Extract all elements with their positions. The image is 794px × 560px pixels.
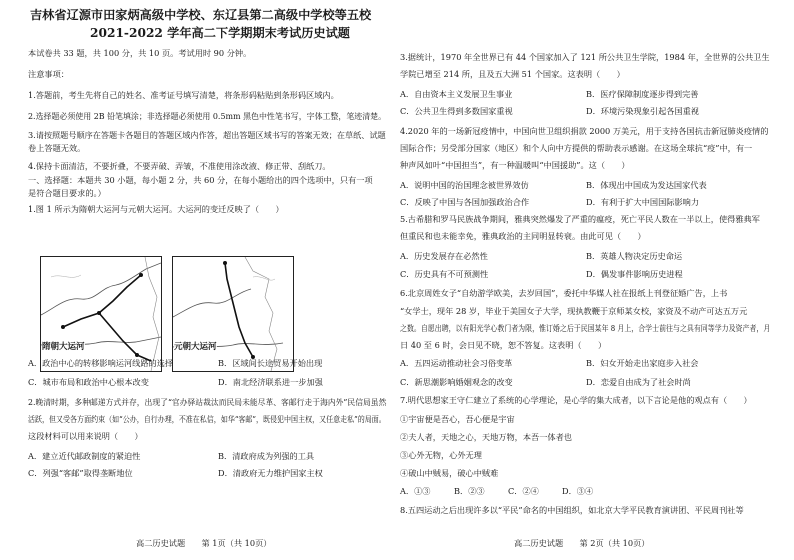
question-4-line: 4.2020 年的一场新冠疫情中，中国向世卫组织捐款 2000 万美元，用于支持各国抗击新冠肺炎疫情的 bbox=[400, 126, 769, 136]
q3-option-b: B．医疗保障制度逐步得到完善 bbox=[586, 89, 699, 99]
notice-item: 1.答题前，考生先将自己的姓名、准考证号填写清楚，将条形码粘贴到条形码区域内。 bbox=[28, 90, 339, 100]
yuan-canal-caption: 元朝大运河 bbox=[174, 342, 217, 352]
section-heading-cont: 是符合题目要求的。） bbox=[28, 188, 106, 198]
question-4-line: 国际合作；另受部分国家（地区）和个人向中方提供的帮助表示感谢。在这场全球抗“疫”中，有一 bbox=[400, 143, 753, 153]
q7-option-a: A．①③ bbox=[400, 486, 431, 496]
q2-option-d: D．清政府无力维护国家主权 bbox=[218, 468, 323, 478]
q2-option-a: A．建立近代邮政制度的紧迫性 bbox=[28, 451, 141, 461]
q4-option-a: A．说明中国的治国理念被世界效仿 bbox=[400, 180, 529, 190]
left-page bbox=[28, 0, 386, 560]
notice-item: 卷上答题无效。 bbox=[28, 143, 86, 153]
question-6-line: “女学士，现年 28 岁，毕业于美国女子大学，现执教鞭于京师某女校，家资及不动产可达五万元 bbox=[400, 306, 748, 316]
question-5-line: 5.古希腊和罗马民族战争期间，雅典突然爆发了严重的瘟疫，死亡平民人数在一半以上，使得雅典军 bbox=[400, 214, 760, 224]
sui-canal-caption: 隋朝大运河 bbox=[42, 342, 85, 352]
q7-option-d: D．③④ bbox=[562, 486, 594, 496]
question-7-statement: ①宇宙便是吾心，吾心便是宇宙 bbox=[400, 414, 515, 424]
question-7-statement: ④破山中贼易，破心中贼难 bbox=[400, 468, 499, 478]
question-7-statement: ②夫人者，天地之心，天地万物，本吾一体者也 bbox=[400, 432, 572, 442]
q7-option-b: B．②③ bbox=[454, 486, 485, 496]
page-footer: 高二历史试题 第 1页（共 10页） bbox=[136, 538, 272, 548]
question-7-line: 7.明代思想家王守仁建立了系统的心学理论，是心学的集大成者，以下言论是他的观点有（ ） bbox=[400, 395, 752, 405]
question-2-line: 活跃，但又受各方面约束（如“公办，自行办理，不准在私信，如华“客邮”，既侵犯中国主权，又任意走私”的局面。 bbox=[28, 414, 386, 424]
exam-info: 本试卷共 33 题，共 100 分，共 10 页。考试用时 90 分钟。 bbox=[28, 48, 252, 58]
q3-option-a: A．自由资本主义发展卫生事业 bbox=[400, 89, 513, 99]
question-1-stem: 1.图 1 所示为隋朝大运河与元朝大运河。大运河的变迁反映了（ ） bbox=[28, 204, 284, 214]
q6-option-c: C．新思潮影响婚姻观念的改变 bbox=[400, 377, 513, 387]
q6-option-b: B．妇女开始走出家庭步入社会 bbox=[586, 358, 699, 368]
q6-option-d: D．恋爱自由成为了社会时尚 bbox=[586, 377, 691, 387]
question-8-line: 8.五四运动之后出现许多以“平民”命名的中国组织，如北京大学平民教育演讲团、平民周刊社等 bbox=[400, 505, 744, 515]
q1-option-b: B．区域间长途贸易开始出现 bbox=[218, 358, 323, 368]
question-7-statement: ③心外无物，心外无理 bbox=[400, 450, 482, 460]
q5-option-a: A．历史发展存在必然性 bbox=[400, 251, 488, 261]
notice-item: 4.保持卡面清洁，不要折叠，不要弄破、弄皱，不准使用涂改液、修正带、刮纸刀。 bbox=[28, 161, 331, 171]
question-2-line: 2.晚清时期，多种邮递方式并存，出现了“官办驿站裁汰而民局未能尽革、客邮行走于海内外”民信局虽然 bbox=[28, 397, 387, 407]
notice-item: 2.选择题必须使用 2B 铅笔填涂；非选择题必须使用 0.5mm 黑色中性笔书写，字体工整，笔迹清楚。 bbox=[28, 111, 387, 121]
q1-option-a: A．政治中心的转移影响运河线路的选择 bbox=[28, 358, 174, 368]
q5-option-d: D．偶发事件影响历史进程 bbox=[586, 269, 683, 279]
question-5-line: 但重民和也未能幸免，雅典政治的主同明显转衰。由此可见（ ） bbox=[400, 231, 646, 241]
question-3-line: 学院已增至 214 所，且及五大洲 51 个国家。这表明（ ） bbox=[400, 69, 625, 79]
notice-heading: 注意事项： bbox=[28, 69, 69, 79]
question-6-line: 6.北京周姓女子“自幼游学欧美，去岁回国”，委托中华媒人社在报纸上刊登征婚广告，上书 bbox=[400, 288, 728, 298]
page-footer: 高二历史试题 第 2页（共 10页） bbox=[514, 538, 650, 548]
q3-option-d: D．环境污染现象引起各国重视 bbox=[586, 106, 700, 116]
q2-option-c: C．列强“客邮”取得垄断地位 bbox=[28, 468, 133, 478]
question-6-line: 之数。自愿出聘，以有阳光学心教门者为限，惟订婚之后于民国某年 8 月上，合学士前往与之具有同等学力及资产者，月 bbox=[400, 323, 771, 333]
question-2-line: 这段材料可以用来说明（ ） bbox=[28, 431, 143, 441]
section-heading: 一、选择题：本题共 30 小题，每小题 2 分，共 60 分，在每小题给出的四个选项中，只有一项 bbox=[28, 175, 373, 185]
q4-option-b: B．体现出中国成为发达国家代表 bbox=[586, 180, 707, 190]
right-page bbox=[400, 0, 770, 560]
q1-option-c: C．城市布局和政治中心根本改变 bbox=[28, 377, 149, 387]
q4-option-c: C．反映了中国与各国加强政治合作 bbox=[400, 197, 530, 207]
q5-option-b: B．英雄人物决定历史命运 bbox=[586, 251, 683, 261]
q6-option-a: A．五四运动推动社会习俗变革 bbox=[400, 358, 513, 368]
q3-option-c: C．公共卫生得到多数国家重视 bbox=[400, 106, 513, 116]
q4-option-d: D．有利于扩大中国国际影响力 bbox=[586, 197, 700, 207]
q7-option-c: C．②④ bbox=[508, 486, 539, 496]
q5-option-c: C．历史具有不可预测性 bbox=[400, 269, 489, 279]
question-4-line: 种声风如叶“中国担当”，有一种温暖叫“中国援助”。这（ ） bbox=[400, 160, 630, 170]
sui-canal-map bbox=[40, 256, 162, 372]
figure-1-maps bbox=[40, 256, 292, 372]
exam-title-line2: 2021-2022 学年高二下学期期末考试历史试题 bbox=[90, 26, 350, 40]
q2-option-b: B．清政府成为列强的工具 bbox=[218, 451, 315, 461]
yuan-canal-map bbox=[172, 256, 294, 372]
notice-item: 3.请按照题号顺序在答题卡各题目的答题区域内作答，超出答题区域书写的答案无效；在草纸、试题 bbox=[28, 130, 386, 140]
exam-title-line1: 吉林省辽源市田家炳高级中学校、东辽县第二高级中学校等五校 bbox=[30, 8, 372, 22]
q1-option-d: D．南北经济联系进一步加强 bbox=[218, 377, 323, 387]
question-3-line: 3.据统计，1970 年全世界已有 44 个国家加入了 121 所公共卫生学院，1984 年，全世界的公共卫生 bbox=[400, 52, 770, 62]
question-6-line: 日 40 至 6 时，会日见不晓，恕不答复。这表明（ ） bbox=[400, 340, 607, 350]
